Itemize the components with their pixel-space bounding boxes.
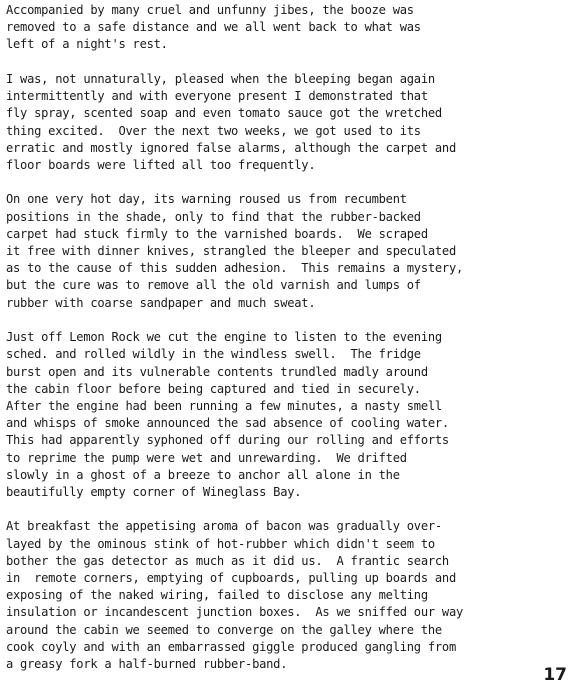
text-line: cook coyly and with an embarrassed giggle produced gangling from xyxy=(6,639,456,654)
text-line: I was, not unnaturally, pleased when the bleeping began again xyxy=(6,71,435,86)
paragraph xyxy=(6,191,568,311)
paragraph xyxy=(6,2,568,54)
text-line: intermittently and with everyone present I demonstrated that xyxy=(6,89,428,104)
text-line: bother the gas detector as much as it did us. A frantic search xyxy=(6,553,449,568)
text-line: and whisps of smoke announced the sad absence of cooling water. xyxy=(6,416,449,431)
text-line: sched. and rolled wildly in the windless swell. The fridge xyxy=(6,347,421,362)
text-line: left of a night's rest. xyxy=(6,37,168,52)
paragraph xyxy=(6,71,568,174)
text-line: a greasy fork a half-burned rubber-band. xyxy=(6,657,288,672)
text-line: This had apparently syphoned off during our rolling and efforts xyxy=(6,433,449,448)
text-line: fly spray, scented soap and even tomato sauce got the wretched xyxy=(6,106,442,121)
text-line: it free with dinner knives, strangled the bleeper and speculated xyxy=(6,244,456,259)
text-line: removed to a safe distance and we all went back to what was xyxy=(6,20,421,35)
body-text xyxy=(6,2,568,673)
text-line: rubber with coarse sandpaper and much sweat. xyxy=(6,295,316,310)
text-line: slowly in a ghost of a breeze to anchor all alone in the xyxy=(6,467,400,482)
paragraph xyxy=(6,329,568,501)
text-line: the cabin floor before being captured and tied in securely. xyxy=(6,381,421,396)
text-line: carpet had stuck firmly to the varnished boards. We scraped xyxy=(6,226,428,241)
text-line: in remote corners, emptying of cupboards, pulling up boards and xyxy=(6,571,456,586)
text-line: erratic and mostly ignored false alarms, although the carpet and xyxy=(6,140,456,155)
text-line: layed by the ominous stink of hot-rubber which didn't seem to xyxy=(6,536,435,551)
paragraph-gap xyxy=(6,501,568,518)
text-line: exposing of the naked wiring, failed to disclose any melting xyxy=(6,588,428,603)
text-line: positions in the shade, only to find that the rubber-backed xyxy=(6,209,421,224)
text-line: After the engine had been running a few minutes, a nasty smell xyxy=(6,398,442,413)
page-number: 17 xyxy=(543,665,567,685)
text-line: On one very hot day, its warning roused us from recumbent xyxy=(6,192,407,207)
text-line: burst open and its vulnerable contents trundled madly around xyxy=(6,364,428,379)
text-line: floor boards were lifted all too frequently. xyxy=(6,157,316,172)
text-line: At breakfast the appetising aroma of bacon was gradually over- xyxy=(6,519,442,534)
text-line: but the cure was to remove all the old varnish and lumps of xyxy=(6,278,421,293)
text-line: insulation or incandescent junction boxes. As we sniffed our way xyxy=(6,605,464,620)
text-line: around the cabin we seemed to converge on the galley where the xyxy=(6,622,442,637)
paragraph xyxy=(6,518,568,673)
text-line: to reprime the pump were wet and unrewarding. We drifted xyxy=(6,450,407,465)
text-line: as to the cause of this sudden adhesion. This remains a mystery, xyxy=(6,261,464,276)
paragraph-gap xyxy=(6,54,568,71)
text-line: thing excited. Over the next two weeks, we got used to its xyxy=(6,123,421,138)
text-line: Accompanied by many cruel and unfunny jibes, the booze was xyxy=(6,3,414,17)
paragraph-gap xyxy=(6,312,568,329)
paragraph-gap xyxy=(6,174,568,191)
text-line: beautifully empty corner of Wineglass Bay. xyxy=(6,484,302,499)
text-line: Just off Lemon Rock we cut the engine to listen to the evening xyxy=(6,330,442,345)
